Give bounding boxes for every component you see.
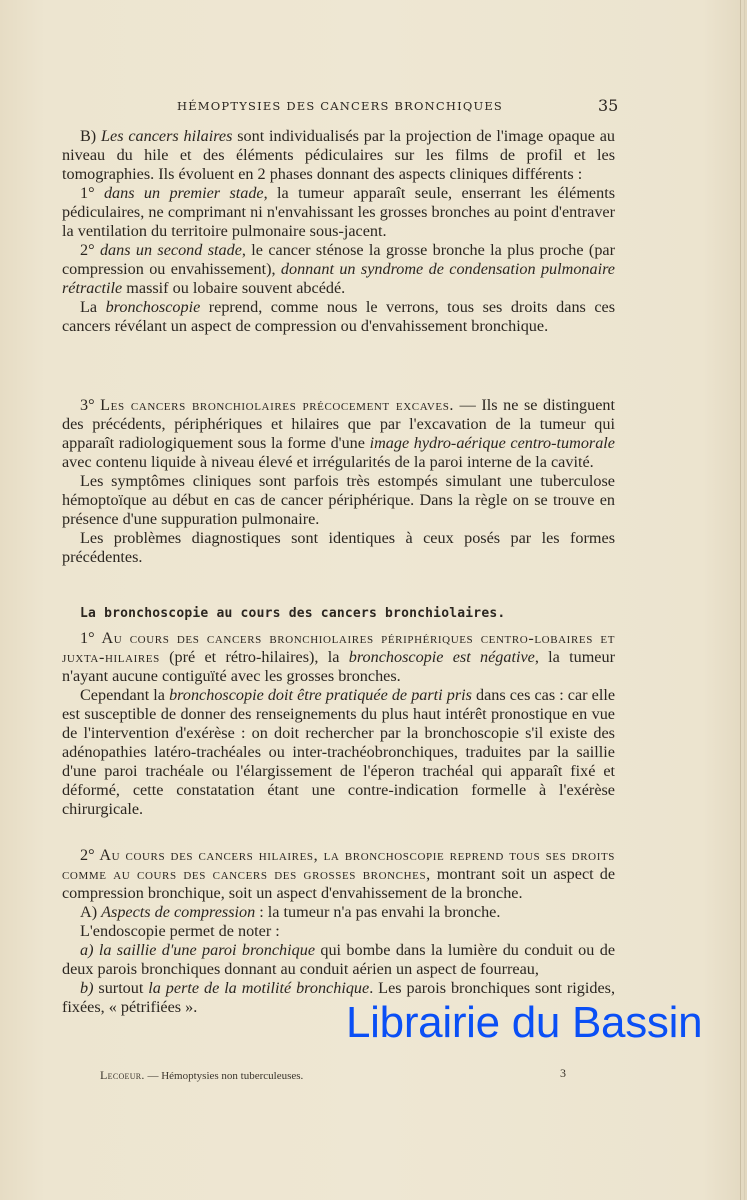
body-block-2 [62,396,615,567]
section-heading: La bronchoscopie au cours des cancers bronchiolaires. [80,606,506,621]
paragraph-item-a: a) la saillie d'une paroi bronchique qui bombe dans la lumière du conduit ou de deux parois bronchiques donnant au conduit aérien un aspect de fourreau, [62,941,615,978]
footer-author: Lecoeur. [100,1068,145,1082]
page-edge-outer [744,0,745,1200]
footer-citation [100,1068,303,1083]
paragraph-compression-aspects: A) Aspects de compression : la tumeur n'a pas envahi la bronche. [80,903,501,921]
paragraph-bronchoscopy-required: Cependant la bronchoscopie doit être pratiquée de parti pris dans ces cas : car elle est susceptible de donner des renseignements du plus haut intérêt pronostique en vue de l'intervention d'exérèse : on doit rechercher par la bronchoscopie s'il existe des adénopathies latéro-trachéales ou inter-trachéobronchiques, traduites par la saillie d'une paroi trachéale ou l'élargissement de l'éperon trachéal qui apparaît fixé et déformé, cette constatation étant une contre-indication formelle à l'exérèse chirurgicale. [62,686,615,818]
body-block-4 [62,846,615,1017]
paragraph-hilar-bronchoscopy: 2° Au cours des cancers hilaires, la bronchoscopie reprend tous ses droits comme au cours des cancers des grosses bronches, montrant soit un aspect de compression bronchique, soit un aspect d'envahissement de la bronche. [62,846,616,902]
paragraph-symptoms: Les symptômes cliniques sont parfois très estompés simulant une tuberculose hémoptoïque au début en cas de cancer périphérique. Dans la règle on se trouve en présence d'une suppuration pulmonaire. [62,472,615,528]
body-block-1 [62,127,615,336]
paragraph-hilar-cancers: B) Les cancers hilaires sont individualisés par la projection de l'image opaque au niveau du hile et des éléments pédiculaires sur les films de profil et les tomographies. Ils évoluent en 2 phases donnant des aspects cliniques différents : [62,127,616,183]
page-number: 35 [598,96,619,115]
paragraph-first-stage: 1° dans un premier stade, la tumeur apparaît seule, enserrant les éléments pédiculaires, ne comprimant ni n'envahissant les grosses bronches au point d'entraver la ventilation du territoire pulmonaire sous-jacent. [62,184,616,240]
watermark: Librairie du Bassin [346,998,703,1047]
footer-title: — Hémoptysies non tuberculeuses. [144,1070,304,1082]
signature-mark: 3 [560,1066,566,1080]
paragraph-bronchoscopy-rights: La bronchoscopie reprend, comme nous le verrons, tous ses droits dans ces cancers révélant un aspect de compression ou d'envahissement bronchique. [62,298,616,335]
running-title: HÉMOPTYSIES DES CANCERS BRONCHIQUES [176,99,504,113]
paragraph-diagnostics: Les problèmes diagnostiques sont identiques à ceux posés par les formes précédentes. [62,529,615,566]
page-edge [740,0,741,1200]
paragraph-endoscopy-notes: L'endoscopie permet de noter : [80,922,280,940]
paragraph-excavated-cancers: 3° Les cancers bronchiolaires précocement excaves. — Ils ne se distinguent des précédents, périphériques et hilaires que par l'excavation de la tumeur qui apparaît radiologiquement sous la forme d'une image hydro-aérique centro-tumorale avec contenu liquide à niveau élevé et irrégularités de la paroi interne de la cavité. [62,396,616,471]
paragraph-second-stage: 2° dans un second stade, le cancer sténose la grosse bronche la plus proche (par compression ou envahissement), donnant un syndrome de condensation pulmonaire rétractile massif ou lobaire souvent abcédé. [62,241,615,297]
paragraph-peripheral-bronchoscopy: 1° Au cours des cancers bronchiolaires périphériques centro-lobaires et juxta-hilaires (pré et rétro-hilaires), la bronchoscopie est négative, la tumeur n'ayant aucune contiguïté avec les grosses bronches. [62,629,616,685]
paragraph-item-b: b) surtout la perte de la motilité bronchique. Les parois bronchiques sont rigides, fixées, « pétrifiées ». [62,979,616,1016]
body-block-3 [62,604,615,819]
